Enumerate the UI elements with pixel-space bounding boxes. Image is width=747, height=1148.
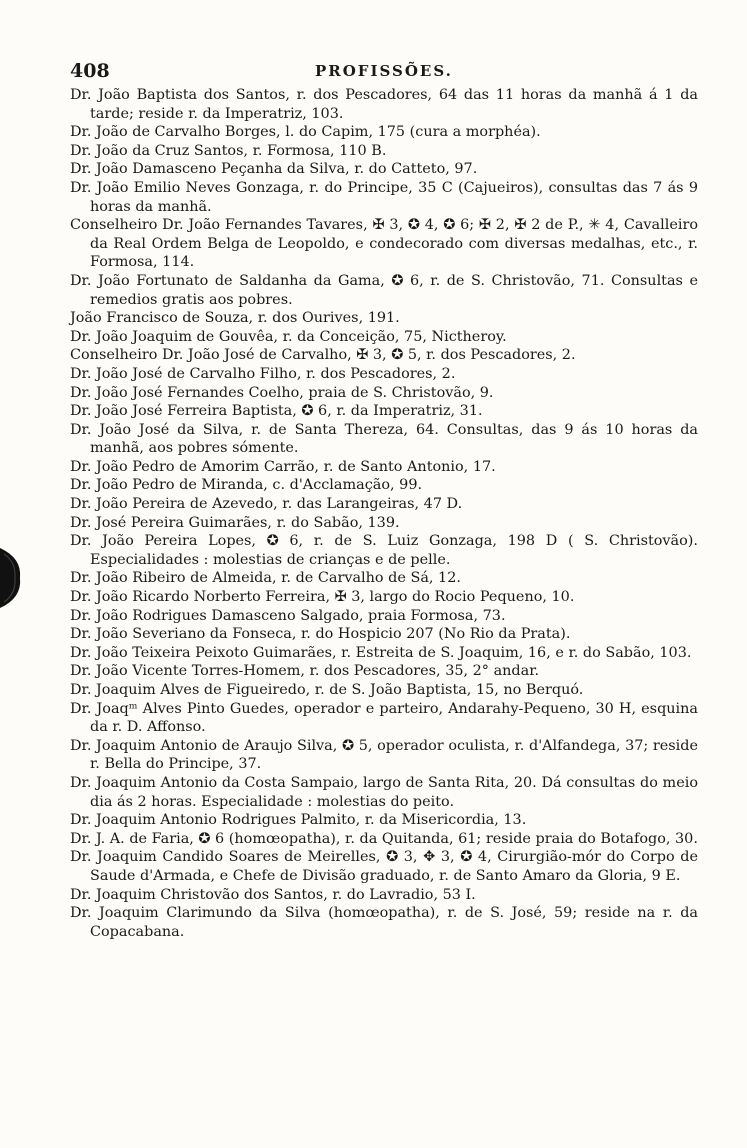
binding-shadow: [0, 548, 26, 608]
entry: Dr. Joaquim Alves de Figueiredo, r. de S. João Baptista, 15, no Berquó.: [70, 682, 584, 698]
entry: Dr. Joaquim Antonio Rodrigues Palmito, r. da Misericordia, 13.: [70, 812, 527, 829]
entry: Dr. João Damasceno Peçanha da Silva, r. do Catteto, 97.: [70, 161, 478, 178]
entry: Dr. João José Ferreira Baptista, ✪ 6, r. da Imperatriz, 31.: [70, 403, 483, 420]
entry: Dr. Joaquim Antonio da Costa Sampaio, largo de Santa Rita, 20. Dá consultas do meio dia ás 2 horas. Especialidade : molestias do peito.: [70, 774, 698, 810]
entry: Dr. João Joaquim de Gouvêa, r. da Conceição, 75, Nictheroy.: [70, 328, 507, 345]
page-number: 408: [70, 60, 110, 82]
entry: Dr. João Pereira de Azevedo, r. das Larangeiras, 47 D.: [70, 496, 463, 513]
entry: Conselheiro Dr. João José de Carvalho, ✠ 3, ✪ 5, r. dos Pescadores, 2.: [70, 347, 576, 364]
entry: Dr. João José da Silva, r. de Santa Thereza, 64. Consultas, das 9 ás 10 horas da manhã, aos pobres sómente.: [70, 421, 698, 457]
entry: Dr. João Severiano da Fonseca, r. do Hospicio 207 (No Rio da Prata).: [70, 626, 571, 643]
page-header: [70, 60, 690, 86]
entry: Dr. José Pereira Guimarães, r. do Sabão, 139.: [70, 514, 400, 531]
entry: Dr. João Baptista dos Santos, r. dos Pescadores, 64 das 11 horas da manhã á 1 da tarde; reside r. da Imperatriz, 103.: [70, 87, 698, 122]
entry: Dr. João Pereira Lopes, ✪ 6, r. de S. Luiz Gonzaga, 198 D ( S. Christovão). Especialidades : molestias de crianças e de pelle.: [70, 533, 698, 568]
running-title: PROFISSÕES.: [315, 62, 453, 80]
entry: João Francisco de Souza, r. dos Ourives, 191.: [70, 310, 400, 327]
entry: Dr. João Ricardo Norberto Ferreira, ✠ 3, largo do Rocio Pequeno, 10.: [70, 589, 575, 606]
entry: Dr. João Pedro de Amorim Carrão, r. de Santo Antonio, 17.: [70, 458, 496, 475]
entry: Dr. João Rodrigues Damasceno Salgado, praia Formosa, 73.: [70, 607, 506, 624]
entry: Dr. Joaquim Antonio de Araujo Silva, ✪ 5, operador oculista, r. d'Alfandega, 37; reside r. Bella do Principe, 37.: [70, 737, 698, 773]
entry: Dr. J. A. de Faria, ✪ 6 (homœopatha), r. da Quitanda, 61; reside praia do Botafogo, 30.: [70, 830, 698, 847]
entry: Dr. João Ribeiro de Almeida, r. de Carvalho de Sá, 12.: [70, 570, 461, 587]
entry: Dr. João Vicente Torres-Homem, r. dos Pescadores, 35, 2° andar.: [70, 663, 540, 680]
entry: Dr. Joaquim Clarimundo da Silva (homœopatha), r. de S. José, 59; reside na r. da Copacabana.: [70, 905, 698, 940]
entry: Dr. João Fortunato de Saldanha da Gama, ✪ 6, r. de S. Christovão, 71. Consultas e remedios gratis aos pobres.: [70, 272, 698, 308]
entry: Dr. Joaqᵐ Alves Pinto Guedes, operador e parteiro, Andarahy-Pequeno, 30 H, esquina da r. D. Affonso.: [70, 700, 698, 736]
entry: Dr. João José Fernandes Coelho, praia de S. Christovão, 9.: [70, 384, 494, 401]
entry: Dr. João de Carvalho Borges, l. do Capim, 175 (cura a morphéa).: [70, 124, 541, 141]
entry: Conselheiro Dr. João Fernandes Tavares, ✠ 3, ✪ 4, ✪ 6; ✠ 2, ✠ 2 de P., ✳ 4, Cavalleiro da Real Ordem Belga de Leopoldo, e condecorado com diversas medalhas, etc., r. Formosa, 114.: [70, 217, 698, 271]
directory-entries: [68, 86, 698, 941]
entry: Dr. João Emilio Neves Gonzaga, r. do Principe, 35 C (Cajueiros), consultas das 7 ás 9 horas da manhã.: [70, 179, 698, 215]
entry: Dr. João Pedro de Miranda, c. d'Acclamação, 99.: [70, 477, 423, 494]
entry: Dr. Joaquim Candido Soares de Meirelles, ✪ 3, ✥ 3, ✪ 4, Cirurgião-mór do Corpo de Saude d'Armada, e Chefe de Divisão graduado, r. de Santo Amaro da Gloria, 9 E.: [70, 849, 698, 884]
entry: Dr. Joaquim Christovão dos Santos, r. do Lavradio, 53 I.: [70, 886, 476, 903]
entry: Dr. João Teixeira Peixoto Guimarães, r. Estreita de S. Joaquim, 16, e r. do Sabão, 103.: [70, 644, 692, 661]
entry: Dr. João José de Carvalho Filho, r. dos Pescadores, 2.: [70, 365, 456, 382]
entry: Dr. João da Cruz Santos, r. Formosa, 110 B.: [70, 142, 387, 159]
